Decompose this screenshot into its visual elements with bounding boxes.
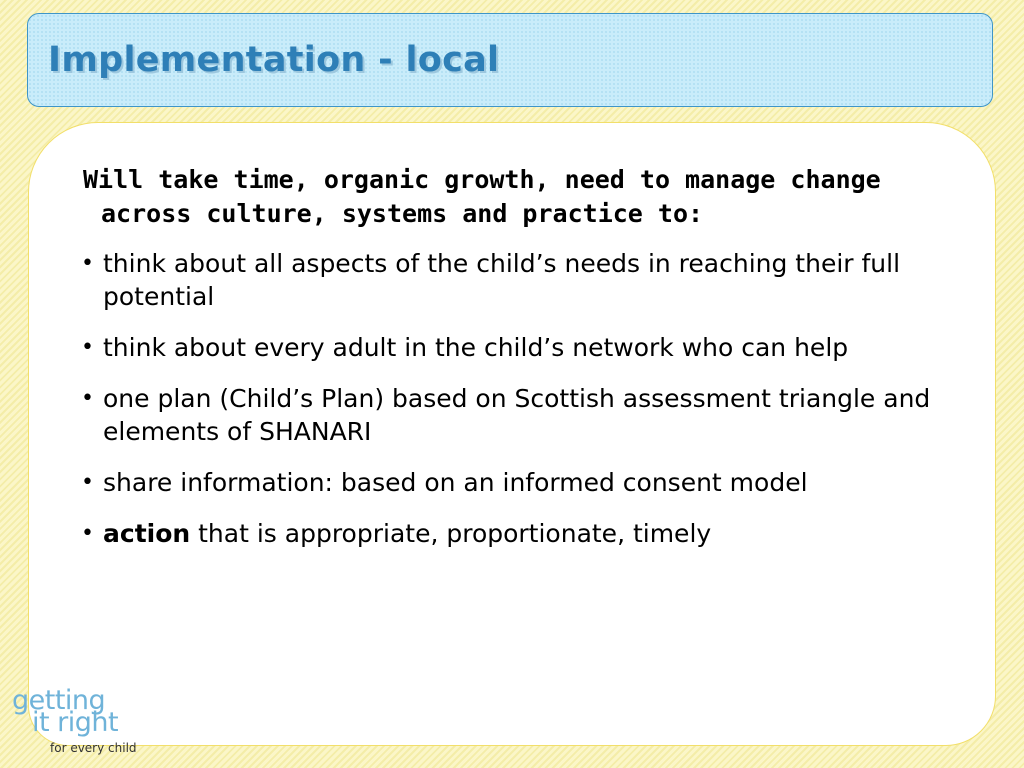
bullet-list xyxy=(81,247,971,568)
bullet-text: share information: based on an informed consent model xyxy=(103,468,808,497)
bullet-bold-text: action xyxy=(103,519,191,548)
bullet-item-2 xyxy=(81,331,971,364)
bullet-text: that is appropriate, proportionate, timely xyxy=(190,519,712,548)
bullet-icon: • xyxy=(81,335,94,360)
bullet-item-4 xyxy=(81,466,971,499)
title-bar xyxy=(27,13,993,107)
bullet-text: one plan (Child’s Plan) based on Scottish assessment triangle and elements of SHANARI xyxy=(103,384,931,446)
bullet-text: think about every adult in the child’s network who can help xyxy=(103,333,849,362)
content-panel xyxy=(28,122,996,746)
logo-line-it-right: it right xyxy=(32,707,119,738)
logo-line-for-every-child: for every child xyxy=(50,741,137,755)
intro-text: Will take time, organic growth, need to manage change across culture, systems and practice to: xyxy=(83,165,881,228)
slide-title: Implementation - local xyxy=(48,40,500,80)
bullet-icon: • xyxy=(81,251,94,276)
logo-line-getting: getting xyxy=(12,685,106,716)
getting-it-right-logo xyxy=(10,685,150,764)
bullet-item-5 xyxy=(81,517,971,550)
bullet-icon: • xyxy=(81,521,94,546)
bullet-item-1 xyxy=(81,247,971,313)
bullet-icon: • xyxy=(81,470,94,495)
bullet-icon: • xyxy=(81,386,94,411)
bullet-item-3 xyxy=(81,382,971,448)
bullet-text: think about all aspects of the child’s needs in reaching their full potential xyxy=(103,249,901,311)
